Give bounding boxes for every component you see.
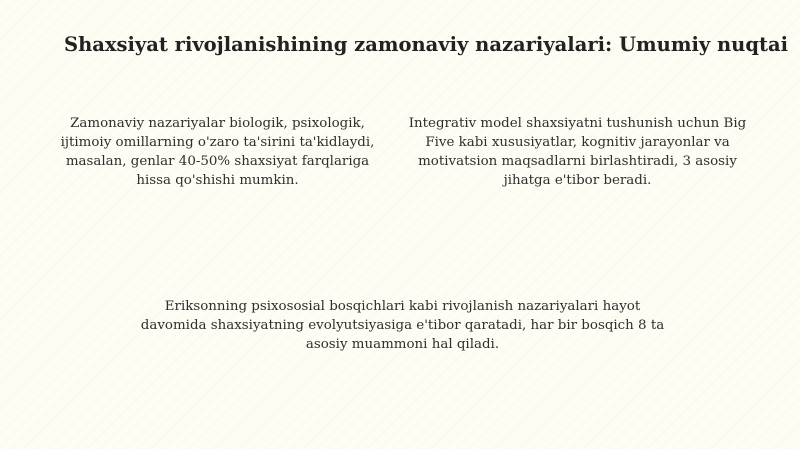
- paragraph-erikson-stages: Eriksonning psixososial bosqichlari kabi rivojlanish nazariyalari hayot davomida shaxsiyatning evolyutsiyasiga e'tibor qaratadi, har bir bosqich 8 ta asosiy muammoni hal qiladi.: [140, 299, 665, 352]
- paragraph-biological-factors: Zamonaviy nazariyalar biologik, psixologik, ijtimoiy omillarning o'zaro ta'sirini ta'kidlaydi, masalan, genlar 40-50% shaxsiyat farqlariga hissa qo'shishi mumkin.: [60, 116, 375, 188]
- slide-title: Shaxsiyat rivojlanishining zamonaviy nazariyalari: Umumiy nuqtai: [64, 33, 789, 56]
- paragraph-integrative-model: Integrativ model shaxsiyatni tushunish uchun Big Five kabi xususiyatlar, kognitiv jarayonlar va motivatsion maqsadlarni birlashtiradi, 3 asosiy jihatga e'tibor beradi.: [408, 116, 747, 188]
